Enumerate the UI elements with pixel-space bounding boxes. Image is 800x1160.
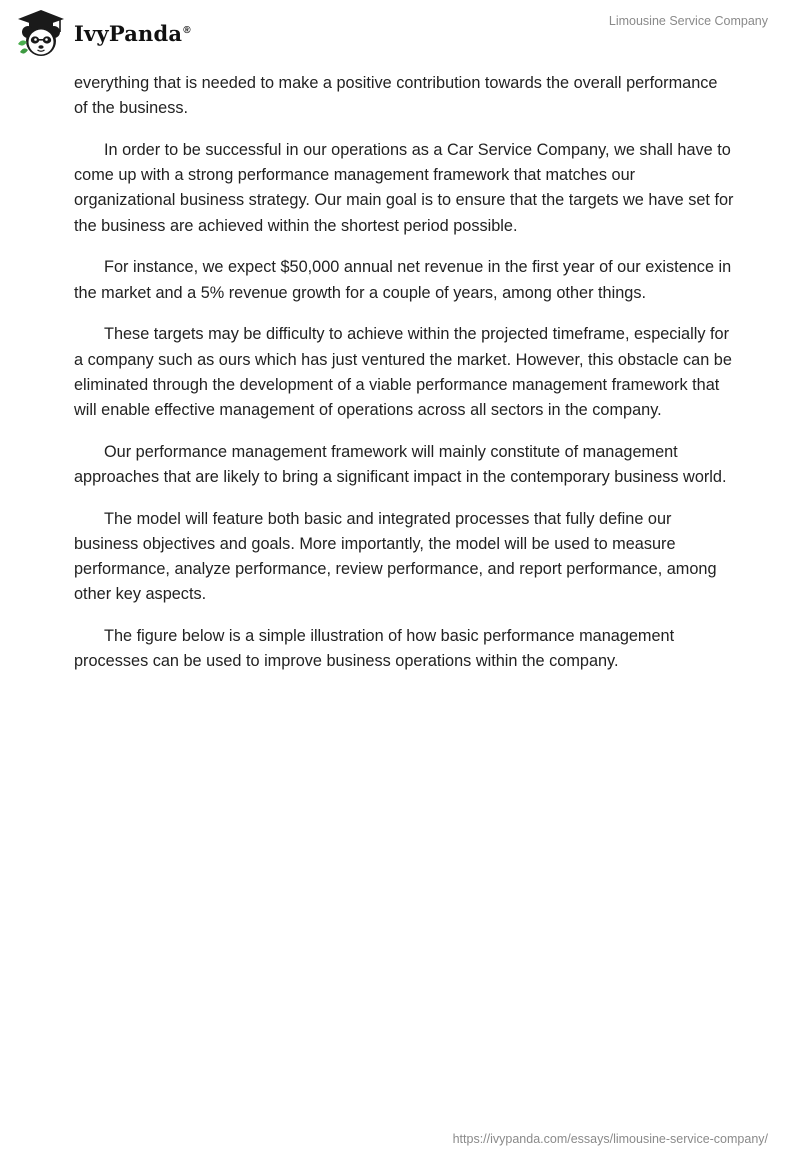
paragraph: In order to be successful in our operations as a Car Service Company, we shall have to come up with a strong performance management framework that matches our organizational business strategy. Our main goal is to ensure that the targets we have set for the business are achieved within the shortest period possible. xyxy=(74,141,734,235)
paragraph: These targets may be difficulty to achieve within the projected timeframe, especially for a company such as ours which has just ventured the market. However, this obstacle can be eliminated through the development of a viable performance management framework that will enable effective management of operations across all sectors in the company. xyxy=(74,325,732,420)
ivypanda-logo[interactable] xyxy=(14,8,191,58)
paragraph: Our performance management framework will mainly constitute of management approaches that are likely to bring a significant impact in the contemporary business world. xyxy=(74,442,727,487)
source-url-link[interactable]: https://ivypanda.com/essays/limousine-service-company/ xyxy=(452,1132,768,1146)
paragraph-continuation: everything that is needed to make a positive contribution towards the overall performance of the business. xyxy=(74,74,718,118)
registered-mark: ® xyxy=(183,24,191,36)
essay-body xyxy=(74,71,734,691)
page-header xyxy=(0,0,800,70)
brand-name: IvyPanda® xyxy=(74,20,191,46)
paragraph: The figure below is a simple illustration of how basic performance management processes can be used to improve business operations within the company. xyxy=(74,627,675,671)
document-title: Limousine Service Company xyxy=(608,14,768,28)
paragraph: The model will feature both basic and integrated processes that fully define our business objectives and goals. More importantly, the model will be used to measure performance, analyze performance, review performance, and report performance, among other key aspects. xyxy=(74,509,717,604)
paragraph: For instance, we expect $50,000 annual net revenue in the first year of our existence in the market and a 5% revenue growth for a couple of years, among other things. xyxy=(74,258,732,302)
panda-graduate-icon xyxy=(14,8,68,58)
